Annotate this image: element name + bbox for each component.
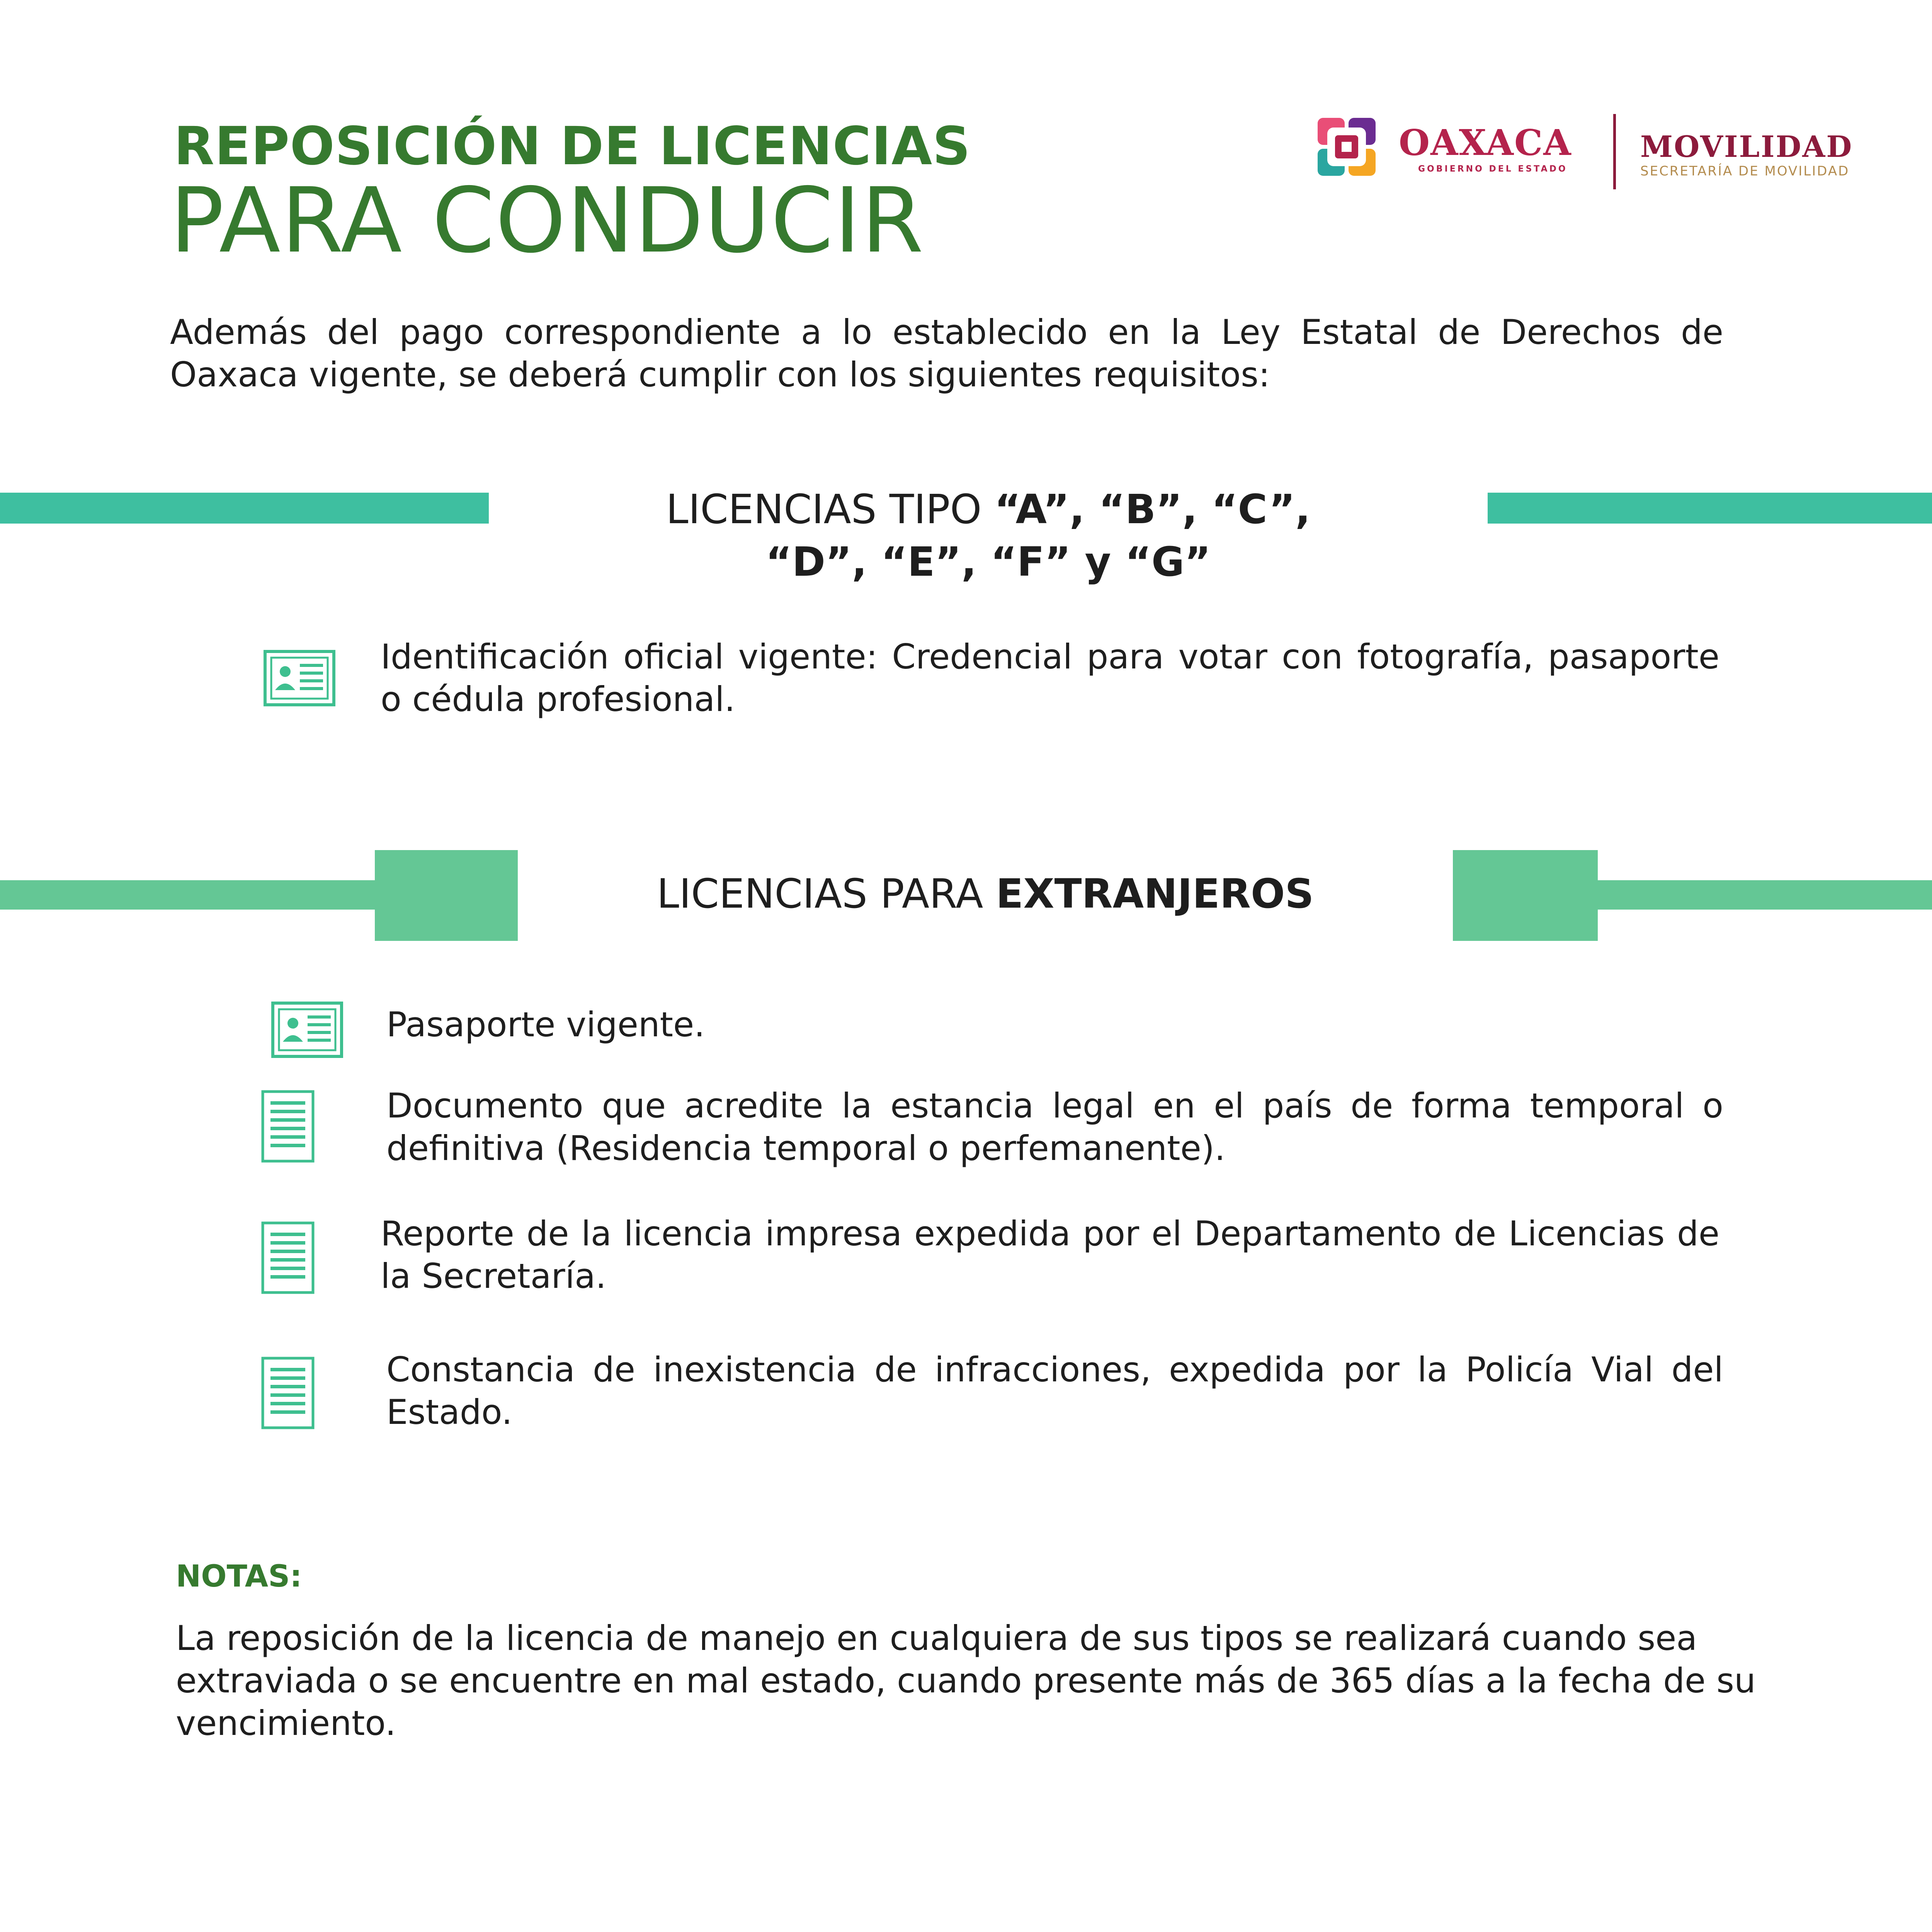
- header-logo: [1314, 114, 1920, 191]
- notes-label: NOTAS:: [176, 1559, 302, 1594]
- section2-title: [518, 867, 1453, 920]
- document-icon: [261, 1090, 315, 1163]
- notes-text: La reposición de la licencia de manejo en cualquiera de sus tipos se realizará cuando sea extraviada o se encuentre en mal estado, cuando presente más de 365 días a la fecha de su vencimiento.: [176, 1618, 1756, 1743]
- oaxaca-emblem-icon: [1314, 114, 1379, 180]
- section1-title-bold-line1: “A”, “B”, “C”,: [994, 486, 1311, 533]
- section2-item-text: Constancia de inexistencia de infracciones, expedida por la Policía Vial del Estado.: [386, 1350, 1723, 1432]
- document-icon: [261, 1221, 315, 1294]
- oaxaca-wordmark: OAXACA: [1399, 122, 1572, 163]
- section1-bar-left: [0, 493, 489, 524]
- section2-bar-line-left: [0, 880, 379, 910]
- section2-bar-block-right: [1453, 850, 1598, 941]
- movilidad-subtitle: SECRETARÍA DE MOVILIDAD: [1640, 163, 1850, 179]
- section1-title-bold-line2: “D”, “E”, “F” y “G”: [765, 538, 1211, 585]
- section1-title: [489, 483, 1488, 588]
- section2-title-prefix: LICENCIAS PARA: [656, 870, 996, 917]
- section2-bar-line-right: [1594, 880, 1932, 910]
- document-icon: [261, 1356, 315, 1430]
- movilidad-wordmark: MOVILIDAD: [1640, 129, 1853, 164]
- id-card-icon: [270, 1001, 344, 1059]
- intro-paragraph: Además del pago correspondiente a lo establecido en la Ley Estatal de Derechos de Oaxaca vigente, se deberá cumplir con los siguientes requisitos:: [170, 312, 1723, 395]
- page-subtitle: PARA CONDUCIR: [170, 168, 925, 273]
- oaxaca-subtitle: GOBIERNO DEL ESTADO: [1418, 164, 1568, 174]
- section1-item-text: Identificación oficial vigente: Credencial para votar con fotografía, pasaporte o cédula profesional.: [381, 637, 1719, 719]
- section1-bar-right: [1488, 493, 1932, 524]
- section2-item-text: Reporte de la licencia impresa expedida por el Departamento de Licencias de la Secretaría.: [381, 1214, 1719, 1296]
- page-title: REPOSICIÓN DE LICENCIAS: [174, 116, 971, 177]
- section2-title-bold: EXTRANJEROS: [996, 870, 1314, 917]
- id-card-icon: [263, 649, 336, 707]
- section1-title-prefix: LICENCIAS TIPO: [666, 486, 995, 533]
- section2-item-text: Pasaporte vigente.: [386, 1005, 705, 1044]
- logo-divider: [1613, 114, 1616, 189]
- section2-bar-block-left: [375, 850, 518, 941]
- section2-item-text: Documento que acredite la estancia legal en el país de forma temporal o definitiva (Residencia temporal o perfemanente).: [386, 1086, 1723, 1168]
